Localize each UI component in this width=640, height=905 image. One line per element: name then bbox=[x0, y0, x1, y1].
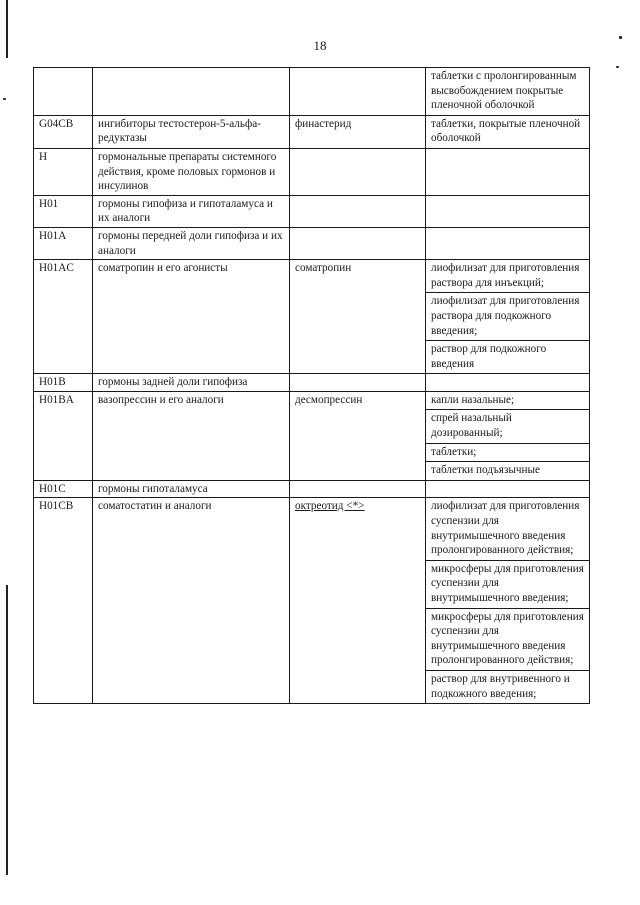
table-row bbox=[34, 498, 590, 704]
group-cell: соматостатин и аналоги bbox=[93, 498, 290, 704]
table-row bbox=[34, 195, 590, 227]
dosage-form: таблетки подъязычные bbox=[426, 461, 589, 480]
group-cell: гормональные препараты системного действия, кроме половых гормонов и инсулинов bbox=[93, 148, 290, 195]
table-row bbox=[34, 480, 590, 498]
group-cell: вазопрессин и его аналоги bbox=[93, 391, 290, 480]
dosage-form: микросферы для приготовления суспензии для внутримышечного введения; bbox=[426, 560, 589, 608]
dosage-forms-cell bbox=[426, 260, 590, 374]
drug-name-cell bbox=[290, 374, 426, 392]
drug-name-cell: десмопрессин bbox=[290, 391, 426, 480]
left-margin-line bbox=[6, 0, 8, 58]
dosage-form: таблетки; bbox=[426, 443, 589, 462]
table-row bbox=[34, 374, 590, 392]
page-number: 18 bbox=[313, 38, 327, 53]
drug-name-cell bbox=[290, 227, 426, 259]
atc-code-cell: H01 bbox=[34, 195, 93, 227]
dosage-forms-cell bbox=[426, 391, 590, 480]
dosage-form: спрей назальный дозированный; bbox=[426, 409, 589, 442]
dosage-forms-cell bbox=[426, 115, 590, 148]
group-cell: ингибиторы тестостерон-5-альфа-редуктазы bbox=[93, 115, 290, 148]
atc-code-cell: H01B bbox=[34, 374, 93, 392]
scan-speck bbox=[3, 98, 6, 100]
table-row bbox=[34, 68, 590, 116]
atc-code-cell: G04CB bbox=[34, 115, 93, 148]
atc-code-cell: H01CB bbox=[34, 498, 93, 704]
drug-name-cell: соматропин bbox=[290, 260, 426, 374]
drug-name-cell: финастерид bbox=[290, 115, 426, 148]
scan-speck bbox=[616, 66, 619, 68]
dosage-forms-cell bbox=[426, 480, 590, 498]
group-cell: гормоны гипофиза и гипоталамуса и их аналоги bbox=[93, 195, 290, 227]
dosage-form: лиофилизат для приготовления суспензии для внутримышечного введения пролонгированного действия; bbox=[431, 500, 580, 557]
atc-code-cell: H01A bbox=[34, 227, 93, 259]
table-row bbox=[34, 115, 590, 148]
dosage-forms-cell bbox=[426, 227, 590, 259]
dosage-form: таблетки с пролонгированным высвобождением покрытые пленочной оболочкой bbox=[431, 70, 577, 112]
dosage-form: раствор для подкожного введения bbox=[426, 340, 589, 373]
dosage-form: капли назальные; bbox=[431, 393, 515, 406]
table-row bbox=[34, 227, 590, 259]
group-cell: гормоны гипоталамуса bbox=[93, 480, 290, 498]
group-cell: гормоны передней доли гипофиза и их аналоги bbox=[93, 227, 290, 259]
group-cell: соматропин и его агонисты bbox=[93, 260, 290, 374]
group-cell: гормоны задней доли гипофиза bbox=[93, 374, 290, 392]
scan-speck bbox=[619, 36, 622, 39]
table-row bbox=[34, 260, 590, 374]
table-row bbox=[34, 148, 590, 195]
dosage-form: лиофилизат для приготовления раствора для подкожного введения; bbox=[426, 292, 589, 340]
dosage-forms-cell bbox=[426, 498, 590, 704]
atc-code-cell: H01AC bbox=[34, 260, 93, 374]
atc-code-cell: H bbox=[34, 148, 93, 195]
group-cell bbox=[93, 68, 290, 116]
drug-name-cell bbox=[290, 498, 426, 704]
dosage-form: лиофилизат для приготовления раствора для инъекций; bbox=[431, 262, 580, 289]
dosage-form: раствор для внутривенного и подкожного введения; bbox=[426, 670, 589, 703]
dosage-forms-cell bbox=[426, 374, 590, 392]
drug-name-link[interactable]: октреотид <*> bbox=[295, 500, 365, 513]
dosage-forms-cell bbox=[426, 68, 590, 116]
dosage-forms-cell bbox=[426, 148, 590, 195]
drug-name-cell bbox=[290, 68, 426, 116]
dosage-form: таблетки, покрытые пленочной оболочкой bbox=[431, 117, 581, 145]
atc-code-cell bbox=[34, 68, 93, 116]
drug-name-cell bbox=[290, 480, 426, 498]
drug-name-cell bbox=[290, 148, 426, 195]
atc-code-cell: H01C bbox=[34, 480, 93, 498]
left-margin-line bbox=[6, 585, 8, 875]
atc-code-cell: H01BA bbox=[34, 391, 93, 480]
dosage-forms-cell bbox=[426, 195, 590, 227]
drug-name-cell bbox=[290, 195, 426, 227]
drug-table bbox=[33, 67, 590, 704]
table-row bbox=[34, 391, 590, 480]
dosage-form: микросферы для приготовления суспензии для внутримышечного введения пролонгированного действия; bbox=[426, 608, 589, 670]
